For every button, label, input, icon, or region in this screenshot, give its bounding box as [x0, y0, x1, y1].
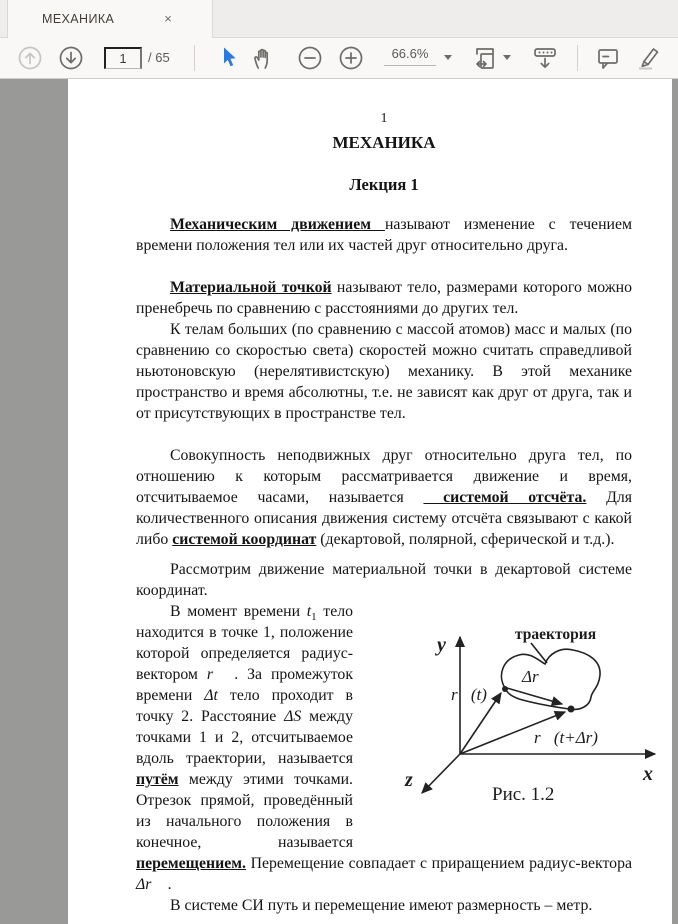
- text-run: системой отсчёта.: [423, 489, 587, 506]
- text-run: Δt: [204, 687, 218, 704]
- text-run: называют тело, размерами которого можно пренебречь по сравнению с расстояниями до других тел.: [136, 279, 632, 317]
- comment-bubble-icon: [595, 46, 621, 72]
- page-content: [68, 110, 672, 916]
- paragraph-cartesian-intro: [136, 559, 632, 601]
- text-run: Совокупность неподвижных друг относительно друга тел, по отношению к которым рассматривается движение и время, отсчитываемое часами, называется: [136, 447, 632, 506]
- page-total-label: / 65: [148, 50, 170, 65]
- toolbar-divider: [577, 45, 578, 71]
- figure-1-2: [361, 603, 656, 835]
- text-run: (декартовой, полярной, сферической и т.д.).: [316, 531, 615, 548]
- document-title: МЕХАНИКА: [332, 133, 436, 152]
- text-run: тело проходит в точку 2. Расстояние: [136, 687, 354, 725]
- tab-bar: [0, 0, 678, 38]
- page-number-input[interactable]: [104, 47, 142, 69]
- text-run: Механическим движением: [170, 216, 385, 233]
- document-tab[interactable]: [7, 0, 213, 38]
- select-tool-button[interactable]: [218, 46, 240, 70]
- page-fit-dropdown-caret-icon[interactable]: [503, 55, 511, 60]
- text-run: 1: [311, 611, 317, 624]
- document-pane[interactable]: [0, 79, 678, 924]
- page-fit-button[interactable]: [474, 45, 500, 71]
- y-axis-label: y: [437, 634, 446, 656]
- z-axis-label: z: [405, 769, 413, 791]
- text-run: В системе СИ путь и перемещение имеют размерность – метр.: [170, 897, 593, 914]
- text-run: перемещением.: [136, 855, 246, 872]
- paragraph-si-units: [136, 895, 632, 916]
- text-run: К телам больших (по сравнению с массой атомов) масс и малых (по сравнению со скоростью света) скоростей можно считать справедливой ньютоновскую (нерелятивистскую) механику. В этой механике пространство и время абсолютны, т.е. не зависят как друг от друга, так и от присутствующих в пространстве тел.: [136, 321, 632, 422]
- text-run: называют изменение с течением времени положения тел или их частей друг относительно друга.: [136, 216, 632, 254]
- select-arrow-icon: [218, 46, 240, 70]
- arrow-down-circle-icon: [58, 45, 84, 71]
- text-run: . За промежуток времени: [136, 666, 353, 704]
- hand-icon: [250, 44, 274, 72]
- text-run: Рассмотрим движение материальной точки в декартовой системе координат.: [136, 561, 632, 599]
- text-run: Материальной точкой: [170, 279, 332, 296]
- text-run: системой координат: [172, 531, 317, 548]
- figure-caption: Рис. 1.2: [492, 784, 555, 805]
- zoom-out-button[interactable]: [297, 45, 323, 71]
- paragraph-motion-description: [136, 601, 653, 895]
- text-run: между этими точками. Отрезок прямой, проведённый из начального положения в конечное, называется: [136, 771, 353, 851]
- arrow-up-circle-icon: [17, 45, 43, 71]
- zoom-level-value[interactable]: 66.6%: [384, 46, 436, 66]
- page-down-button[interactable]: [58, 45, 84, 71]
- text-run: Перемещение совпадает с приращением радиус-вектора: [245, 855, 632, 872]
- highlighter-pen-icon: [635, 44, 663, 72]
- r-t-label: r⃗(t): [451, 685, 487, 704]
- z-axis: [422, 754, 460, 793]
- text-run: тело находится в точке 1, положение которой определяется радиус-вектором: [136, 603, 353, 683]
- text-run: В момент времени: [170, 603, 307, 620]
- page-number-text: 1: [380, 110, 388, 125]
- highlight-button[interactable]: [635, 44, 663, 72]
- scroll-mode-button[interactable]: [532, 45, 558, 71]
- pdf-page: [68, 79, 672, 924]
- toolbar-divider: [194, 45, 195, 71]
- r-t-plus-dr-label: r⃗(t+Δr): [534, 728, 598, 747]
- text-run: Δr⃗: [136, 876, 164, 893]
- vector-delta-r: [507, 688, 562, 704]
- text-run: путём: [136, 771, 179, 788]
- text-run: между точками 1 и 2, отсчитываемое вдоль траектории, называется: [136, 708, 353, 767]
- x-axis-label: x: [643, 763, 653, 785]
- zoom-dropdown-caret-icon[interactable]: [444, 55, 452, 60]
- hand-tool-button[interactable]: [250, 44, 274, 72]
- text-run: .: [163, 876, 172, 893]
- plus-circle-icon: [338, 45, 364, 71]
- comment-button[interactable]: [595, 46, 621, 72]
- page-up-button[interactable]: [17, 45, 43, 71]
- paragraph-mechanical-motion: [136, 214, 632, 256]
- tab-close-icon[interactable]: ×: [164, 11, 172, 26]
- text-run: ΔS: [284, 708, 302, 725]
- toolbar: [0, 38, 678, 79]
- paragraph-material-point: [136, 277, 632, 319]
- zoom-in-button[interactable]: [338, 45, 364, 71]
- fit-width-icon: [474, 45, 500, 71]
- text-run: t: [306, 603, 312, 620]
- paragraph-newtonian-mechanics: [136, 319, 632, 424]
- lecture-heading: Лекция 1: [349, 175, 419, 194]
- minus-circle-icon: [297, 45, 323, 71]
- delta-r-label: Δr⃗: [522, 667, 552, 686]
- trajectory-label: траектория: [515, 626, 597, 643]
- trajectory-diagram: [395, 603, 678, 815]
- text-run: r⃗: [206, 666, 226, 683]
- paragraph-reference-frame: [136, 445, 632, 550]
- tab-title: МЕХАНИКА: [42, 12, 115, 26]
- text-run: Для количественного описания движения систему отсчёта связывают с какой либо: [136, 489, 633, 548]
- scrolling-pages-icon: [532, 45, 558, 71]
